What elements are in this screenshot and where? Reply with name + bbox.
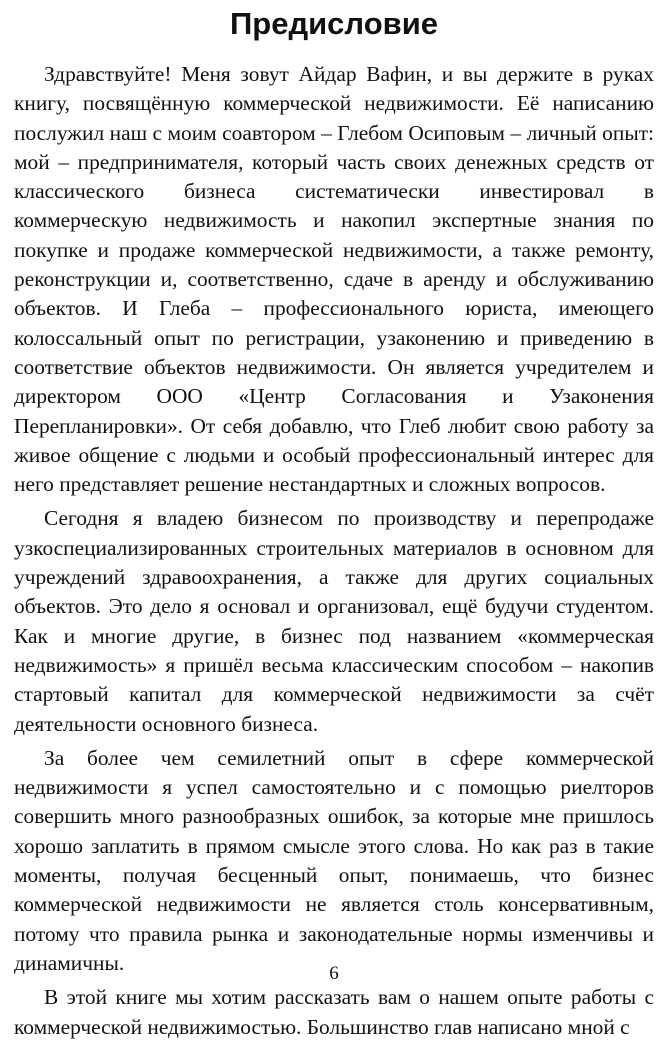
paragraph: В этой книге мы хотим рассказать вам о нашем опыте работы с коммерческой недвижимостью. Большинство глав написано мной с <box>14 985 654 1039</box>
paragraph: За более чем семилетний опыт в сфере коммерческой недвижимости я успел самостоятельно и с помощью риелторов совершить много разнообразных ошибок, за которые мне пришлось хорошо заплатить в прямом смысле этого слова. Но как раз в такие моменты, получая бесценный опыт, понимаешь, что бизнес коммерческой недвижимости не является столь консервативным, потому что правила рынка и законодательные нормы изменчивы и динамичны. <box>14 745 654 975</box>
paragraph: Сегодня я владею бизнесом по производству и перепродаже узкоспециализированных строительных материалов в основном для учреждений здравоохранения, а также для других социальных объектов. Это дело я основал и организовал, ещё будучи студентом. Как и многие другие, в бизнес под названием «коммерческая недвижимость» я пришёл весьма классическим способом – накопив стартовый капитал для коммерческой недвижимости за счёт деятельности основного бизнеса. <box>14 506 654 736</box>
body-text <box>14 60 654 1047</box>
page-title: Предисловие <box>229 6 438 41</box>
paragraph: Здравствуйте! Меня зовут Айдар Вафин, и вы держите в руках книгу, посвящённую коммерческой недвижимости. Её написанию послужил наш с моим соавтором – Глебом Осиповым – личный опыт: мой – предпринимателя, который часть своих денежных средств от классического бизнеса систематически инвестировал в коммерческую недвижимость и накопил экспертные знания по покупке и продаже коммерческой недвижимости, а также ремонту, реконструкции и, соответственно, сдаче в аренду и обслуживанию объектов. И Глеба – профессионального юриста, имеющего колоссальный опыт по регистрации, узаконению и приведению в соответствие объектов недвижимости. Он является учредителем и директором ООО «Центр Согласования и Узаконения Перепланировки». От себя добавлю, что Глеб любит свою работу за живое общение с людьми и особый профессиональный интерес для него представляет решение нестандартных и сложных вопросов. <box>14 62 654 497</box>
page-number: 6 <box>329 963 339 984</box>
